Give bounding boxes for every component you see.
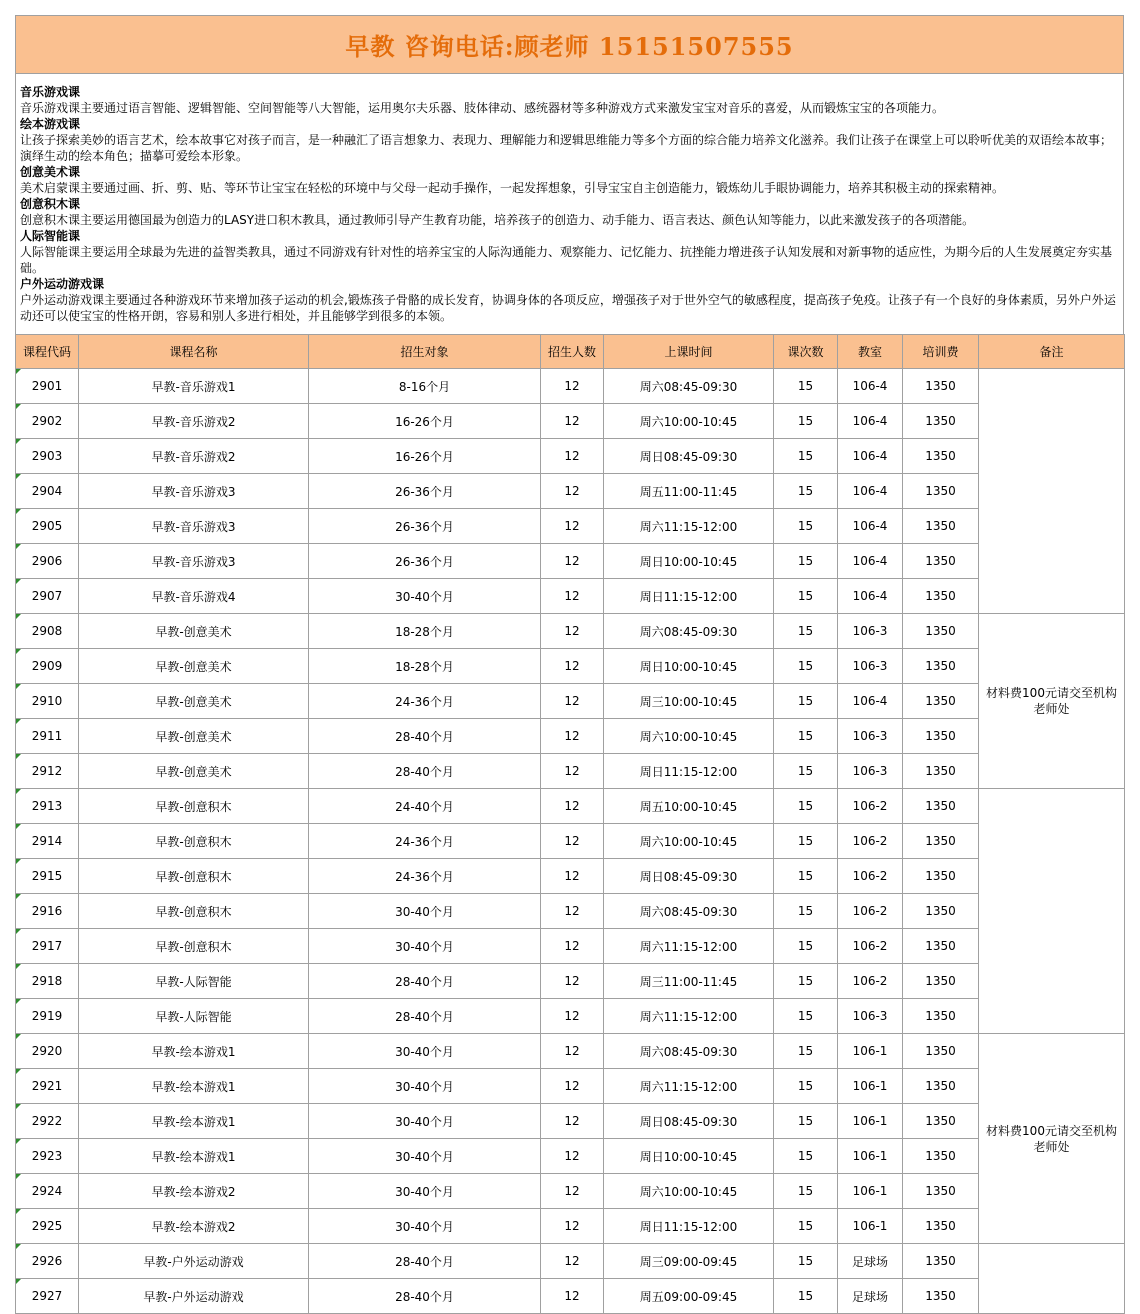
- table-cell[interactable]: 15: [774, 369, 838, 404]
- table-cell[interactable]: 周六10:00-10:45: [604, 719, 774, 754]
- table-cell[interactable]: 1350: [903, 964, 979, 999]
- section-text: 音乐游戏课主要通过语言智能、逻辑智能、空间智能等八大智能，运用奥尔夫乐器、肢体律动、感统器材等多种游戏方式来激发宝宝对音乐的喜爱，从而锻炼宝宝的各项能力。: [20, 101, 945, 115]
- table-cell[interactable]: 1350: [903, 614, 979, 649]
- table-cell[interactable]: 12: [541, 894, 604, 929]
- table-cell[interactable]: 106-2: [838, 789, 903, 824]
- table-cell[interactable]: 12: [541, 824, 604, 859]
- note-cell[interactable]: 材料费100元请交至机构老师处: [979, 1034, 1125, 1244]
- table-cell[interactable]: 106-4: [838, 544, 903, 579]
- table-cell[interactable]: 1350: [903, 719, 979, 754]
- table-cell[interactable]: 早教-创意积木: [79, 929, 309, 964]
- section-title: 创意积木课: [20, 197, 81, 211]
- table-row: [16, 369, 1125, 404]
- table-cell[interactable]: 2909: [16, 649, 79, 684]
- table-cell[interactable]: 28-40个月: [309, 999, 541, 1034]
- table-cell[interactable]: 15: [774, 1104, 838, 1139]
- table-cell[interactable]: 106-3: [838, 719, 903, 754]
- note-cell[interactable]: [979, 1244, 1125, 1314]
- table-cell[interactable]: 2919: [16, 999, 79, 1034]
- table-cell[interactable]: 周六08:45-09:30: [604, 1034, 774, 1069]
- table-cell[interactable]: 周三10:00-10:45: [604, 684, 774, 719]
- table-cell[interactable]: 106-2: [838, 929, 903, 964]
- table-cell[interactable]: 28-40个月: [309, 719, 541, 754]
- table-cell[interactable]: 28-40个月: [309, 1279, 541, 1314]
- table-cell[interactable]: 2923: [16, 1139, 79, 1174]
- table-row: [16, 1104, 1125, 1139]
- table-cell[interactable]: 2916: [16, 894, 79, 929]
- table-cell[interactable]: 1350: [903, 474, 979, 509]
- table-cell[interactable]: 106-3: [838, 614, 903, 649]
- table-cell[interactable]: 30-40个月: [309, 1034, 541, 1069]
- table-cell[interactable]: 106-1: [838, 1209, 903, 1244]
- section-text: 美术启蒙课主要通过画、折、剪、贴、等环节让宝宝在轻松的环境中与父母一起动手操作，一起发挥想象，引导宝宝自主创造能力，锻炼幼儿手眼协调能力，培养其积极主动的探索精神。: [20, 181, 1005, 195]
- table-cell[interactable]: 周日08:45-09:30: [604, 859, 774, 894]
- table-cell[interactable]: 周日11:15-12:00: [604, 754, 774, 789]
- table-cell[interactable]: 15: [774, 1139, 838, 1174]
- table-cell[interactable]: 15: [774, 754, 838, 789]
- table-cell[interactable]: 早教-音乐游戏3: [79, 474, 309, 509]
- section-text: 户外运动游戏课主要通过各种游戏环节来增加孩子运动的机会,锻炼孩子骨骼的成长发育，协调身体的各项反应，增强孩子对于世外空气的敏感程度，提高孩子免疫。让孩子有一个良好的身体素质，另外户外运动还可以使宝宝的性格开朗，容易和别人多进行相处，并且能够学到很多的本领。: [20, 293, 1116, 323]
- table-cell[interactable]: 12: [541, 859, 604, 894]
- table-cell[interactable]: 早教-音乐游戏2: [79, 439, 309, 474]
- table-cell[interactable]: 15: [774, 1244, 838, 1279]
- table-cell[interactable]: 周三11:00-11:45: [604, 964, 774, 999]
- table-cell[interactable]: 1350: [903, 509, 979, 544]
- table-cell[interactable]: 2902: [16, 404, 79, 439]
- table-cell[interactable]: 12: [541, 754, 604, 789]
- table-cell[interactable]: 2907: [16, 579, 79, 614]
- table-cell[interactable]: 16-26个月: [309, 439, 541, 474]
- table-row: [16, 649, 1125, 684]
- table-cell[interactable]: 12: [541, 1174, 604, 1209]
- table-cell[interactable]: 早教-创意美术: [79, 719, 309, 754]
- table-cell[interactable]: 早教-音乐游戏2: [79, 404, 309, 439]
- table-cell[interactable]: 早教-创意美术: [79, 614, 309, 649]
- table-row: [16, 1174, 1125, 1209]
- table-cell[interactable]: 早教-音乐游戏3: [79, 544, 309, 579]
- table-cell[interactable]: 12: [541, 1244, 604, 1279]
- table-cell[interactable]: 早教-创意美术: [79, 684, 309, 719]
- table-cell[interactable]: 早教-音乐游戏4: [79, 579, 309, 614]
- table-cell[interactable]: 15: [774, 824, 838, 859]
- table-cell[interactable]: 1350: [903, 859, 979, 894]
- table-row: [16, 509, 1125, 544]
- table-cell[interactable]: 周六10:00-10:45: [604, 824, 774, 859]
- table-cell[interactable]: 周五10:00-10:45: [604, 789, 774, 824]
- table-cell[interactable]: 12: [541, 474, 604, 509]
- table-cell[interactable]: 周日11:15-12:00: [604, 1209, 774, 1244]
- note-cell[interactable]: [979, 369, 1125, 614]
- table-cell[interactable]: 早教-人际智能: [79, 964, 309, 999]
- table-cell[interactable]: 15: [774, 509, 838, 544]
- table-row: [16, 894, 1125, 929]
- table-cell[interactable]: 24-36个月: [309, 684, 541, 719]
- table-cell[interactable]: 15: [774, 789, 838, 824]
- table-cell[interactable]: 28-40个月: [309, 964, 541, 999]
- table-cell[interactable]: 12: [541, 614, 604, 649]
- table-cell[interactable]: 周日10:00-10:45: [604, 1139, 774, 1174]
- table-cell[interactable]: 15: [774, 929, 838, 964]
- table-cell[interactable]: 106-4: [838, 509, 903, 544]
- table-cell[interactable]: 早教-创意积木: [79, 894, 309, 929]
- table-cell[interactable]: 1350: [903, 789, 979, 824]
- table-cell[interactable]: 周六08:45-09:30: [604, 369, 774, 404]
- table-cell[interactable]: 15: [774, 1279, 838, 1314]
- table-cell[interactable]: 周日08:45-09:30: [604, 439, 774, 474]
- table-cell[interactable]: 1350: [903, 1209, 979, 1244]
- table-row: [16, 789, 1125, 824]
- section-text: 让孩子探索美妙的语言艺术，绘本故事它对孩子而言，是一种融汇了语言想象力、表现力、理解能力和逻辑思维能力等多个方面的综合能力培养文化滋养。我们让孩子在课堂上可以聆听优美的双语绘本故事；演绎生动的绘本角色；描摹可爱绘本形象。: [20, 133, 1113, 163]
- table-cell[interactable]: 周三09:00-09:45: [604, 1244, 774, 1279]
- table-cell[interactable]: 早教-户外运动游戏: [79, 1244, 309, 1279]
- table-cell[interactable]: 30-40个月: [309, 894, 541, 929]
- table-row: [16, 1139, 1125, 1174]
- table-cell[interactable]: 早教-创意积木: [79, 789, 309, 824]
- table-cell[interactable]: 12: [541, 439, 604, 474]
- table-cell[interactable]: 15: [774, 404, 838, 439]
- column-header[interactable]: 招生人数: [541, 335, 604, 369]
- table-cell[interactable]: 周五11:00-11:45: [604, 474, 774, 509]
- table-cell[interactable]: 2922: [16, 1104, 79, 1139]
- table-cell[interactable]: 1350: [903, 1069, 979, 1104]
- section-title: 户外运动游戏课: [20, 277, 105, 291]
- table-cell[interactable]: 26-36个月: [309, 474, 541, 509]
- table-cell[interactable]: 周六11:15-12:00: [604, 999, 774, 1034]
- table-cell[interactable]: 早教-创意美术: [79, 649, 309, 684]
- table-cell[interactable]: 26-36个月: [309, 544, 541, 579]
- table-cell[interactable]: 18-28个月: [309, 649, 541, 684]
- table-row: [16, 1209, 1125, 1244]
- table-cell[interactable]: 15: [774, 649, 838, 684]
- table-cell[interactable]: 30-40个月: [309, 1174, 541, 1209]
- table-cell[interactable]: 周六08:45-09:30: [604, 894, 774, 929]
- table-cell[interactable]: 早教-绘本游戏1: [79, 1139, 309, 1174]
- table-cell[interactable]: 15: [774, 1034, 838, 1069]
- table-cell[interactable]: 12: [541, 1034, 604, 1069]
- table-cell[interactable]: 106-3: [838, 754, 903, 789]
- table-cell[interactable]: 12: [541, 719, 604, 754]
- table-cell[interactable]: 12: [541, 1139, 604, 1174]
- note-cell[interactable]: 材料费100元请交至机构老师处: [979, 614, 1125, 789]
- table-row: [16, 1034, 1125, 1069]
- table-cell[interactable]: 2905: [16, 509, 79, 544]
- table-row: [16, 754, 1125, 789]
- table-cell[interactable]: 周日11:15-12:00: [604, 579, 774, 614]
- table-cell[interactable]: 1350: [903, 1279, 979, 1314]
- table-cell[interactable]: 12: [541, 684, 604, 719]
- table-row: [16, 1279, 1125, 1314]
- table-cell[interactable]: 12: [541, 544, 604, 579]
- table-row: [16, 999, 1125, 1034]
- table-row: [16, 719, 1125, 754]
- schedule-table: [15, 334, 1125, 1314]
- table-cell[interactable]: 周六11:15-12:00: [604, 509, 774, 544]
- table-body: [16, 369, 1125, 1314]
- table-cell[interactable]: 1350: [903, 404, 979, 439]
- table-row: [16, 1069, 1125, 1104]
- table-cell[interactable]: 15: [774, 614, 838, 649]
- table-cell[interactable]: 106-1: [838, 1139, 903, 1174]
- table-cell[interactable]: 106-2: [838, 859, 903, 894]
- table-cell[interactable]: 15: [774, 719, 838, 754]
- table-row: [16, 929, 1125, 964]
- table-row: [16, 964, 1125, 999]
- column-header[interactable]: 招生对象: [309, 335, 541, 369]
- table-cell[interactable]: 28-40个月: [309, 754, 541, 789]
- table-cell[interactable]: 2913: [16, 789, 79, 824]
- table-cell[interactable]: 1350: [903, 579, 979, 614]
- table-header-row: [16, 335, 1125, 369]
- table-cell[interactable]: 足球场: [838, 1279, 903, 1314]
- column-header[interactable]: 课程代码: [16, 335, 79, 369]
- table-cell[interactable]: 周六11:15-12:00: [604, 929, 774, 964]
- table-cell[interactable]: 足球场: [838, 1244, 903, 1279]
- table-cell[interactable]: 8-16个月: [309, 369, 541, 404]
- table-cell[interactable]: 106-4: [838, 439, 903, 474]
- table-cell[interactable]: 早教-创意积木: [79, 824, 309, 859]
- table-cell[interactable]: 2915: [16, 859, 79, 894]
- table-cell[interactable]: 早教-创意积木: [79, 859, 309, 894]
- table-cell[interactable]: 早教-绘本游戏2: [79, 1174, 309, 1209]
- table-cell[interactable]: 早教-音乐游戏1: [79, 369, 309, 404]
- table-cell[interactable]: 28-40个月: [309, 1244, 541, 1279]
- table-cell[interactable]: 30-40个月: [309, 1209, 541, 1244]
- table-cell[interactable]: 1350: [903, 439, 979, 474]
- table-cell[interactable]: 12: [541, 404, 604, 439]
- table-cell[interactable]: 2917: [16, 929, 79, 964]
- table-cell[interactable]: 12: [541, 929, 604, 964]
- column-header[interactable]: 课次数: [774, 335, 838, 369]
- table-cell[interactable]: 1350: [903, 1174, 979, 1209]
- section-title: 人际智能课: [20, 229, 81, 243]
- table-cell[interactable]: 12: [541, 964, 604, 999]
- table-cell[interactable]: 1350: [903, 649, 979, 684]
- table-cell[interactable]: 早教-绘本游戏1: [79, 1034, 309, 1069]
- table-cell[interactable]: 15: [774, 1209, 838, 1244]
- table-cell[interactable]: 早教-户外运动游戏: [79, 1279, 309, 1314]
- table-cell[interactable]: 周五09:00-09:45: [604, 1279, 774, 1314]
- table-cell[interactable]: 周日10:00-10:45: [604, 649, 774, 684]
- table-row: [16, 439, 1125, 474]
- table-row: [16, 544, 1125, 579]
- section-text: 人际智能课主要运用全球最为先进的益智类教具，通过不同游戏有针对性的培养宝宝的人际沟通能力、观察能力、记忆能力、抗挫能力增进孩子认知发展和对新事物的适应性，为期今后的人生发展奠定夯实基础。: [20, 245, 1113, 275]
- page-title[interactable]: 早教 咨询电话:顾老师 15151507555: [15, 15, 1124, 74]
- table-cell[interactable]: 12: [541, 1069, 604, 1104]
- table-cell[interactable]: 106-3: [838, 999, 903, 1034]
- table-cell[interactable]: 1350: [903, 824, 979, 859]
- table-cell[interactable]: 2927: [16, 1279, 79, 1314]
- table-row: [16, 1244, 1125, 1279]
- table-cell[interactable]: 15: [774, 859, 838, 894]
- table-cell[interactable]: 周日10:00-10:45: [604, 544, 774, 579]
- table-cell[interactable]: 12: [541, 1279, 604, 1314]
- table-cell[interactable]: 2924: [16, 1174, 79, 1209]
- table-cell[interactable]: 106-4: [838, 684, 903, 719]
- table-cell[interactable]: 2904: [16, 474, 79, 509]
- table-cell[interactable]: 12: [541, 999, 604, 1034]
- table-row: [16, 824, 1125, 859]
- table-cell[interactable]: 2903: [16, 439, 79, 474]
- table-cell[interactable]: 106-2: [838, 964, 903, 999]
- table-cell[interactable]: 15: [774, 964, 838, 999]
- table-cell[interactable]: 15: [774, 439, 838, 474]
- table-cell[interactable]: 106-1: [838, 1034, 903, 1069]
- table-cell[interactable]: 周六11:15-12:00: [604, 1069, 774, 1104]
- table-cell[interactable]: 12: [541, 789, 604, 824]
- table-cell[interactable]: 1350: [903, 929, 979, 964]
- table-cell[interactable]: 2921: [16, 1069, 79, 1104]
- table-cell[interactable]: 周日08:45-09:30: [604, 1104, 774, 1139]
- table-cell[interactable]: 24-36个月: [309, 859, 541, 894]
- table-row: [16, 614, 1125, 649]
- table-cell[interactable]: 2901: [16, 369, 79, 404]
- table-cell[interactable]: 106-3: [838, 649, 903, 684]
- column-header[interactable]: 课程名称: [79, 335, 309, 369]
- table-cell[interactable]: 周六10:00-10:45: [604, 404, 774, 439]
- table-cell[interactable]: 1350: [903, 1034, 979, 1069]
- spreadsheet: [15, 15, 1124, 1314]
- table-cell[interactable]: 26-36个月: [309, 509, 541, 544]
- table-cell[interactable]: 106-1: [838, 1069, 903, 1104]
- table-cell[interactable]: 15: [774, 474, 838, 509]
- table-cell[interactable]: 106-4: [838, 579, 903, 614]
- table-cell[interactable]: 2908: [16, 614, 79, 649]
- table-cell[interactable]: 15: [774, 894, 838, 929]
- table-cell[interactable]: 106-1: [838, 1174, 903, 1209]
- table-cell[interactable]: 周六08:45-09:30: [604, 614, 774, 649]
- note-cell[interactable]: [979, 789, 1125, 1034]
- table-cell[interactable]: 15: [774, 1069, 838, 1104]
- table-cell[interactable]: 2911: [16, 719, 79, 754]
- table-cell[interactable]: 106-2: [838, 894, 903, 929]
- column-header[interactable]: 备注: [979, 335, 1125, 369]
- table-cell[interactable]: 106-2: [838, 824, 903, 859]
- table-cell[interactable]: 早教-音乐游戏3: [79, 509, 309, 544]
- table-cell[interactable]: 1350: [903, 369, 979, 404]
- table-cell[interactable]: 周六10:00-10:45: [604, 1174, 774, 1209]
- table-cell[interactable]: 12: [541, 509, 604, 544]
- course-descriptions[interactable]: [15, 74, 1124, 334]
- table-cell[interactable]: 早教-人际智能: [79, 999, 309, 1034]
- table-cell[interactable]: 106-4: [838, 369, 903, 404]
- table-cell[interactable]: 12: [541, 649, 604, 684]
- table-cell[interactable]: 1350: [903, 754, 979, 789]
- column-header[interactable]: 教室: [838, 335, 903, 369]
- table-cell[interactable]: 1350: [903, 1139, 979, 1174]
- column-header[interactable]: 培训费: [903, 335, 979, 369]
- table-cell[interactable]: 2914: [16, 824, 79, 859]
- table-cell[interactable]: 12: [541, 1209, 604, 1244]
- table-cell[interactable]: 2918: [16, 964, 79, 999]
- table-cell[interactable]: 15: [774, 999, 838, 1034]
- section-title: 绘本游戏课: [20, 117, 81, 131]
- table-cell[interactable]: 12: [541, 579, 604, 614]
- table-cell[interactable]: 30-40个月: [309, 1104, 541, 1139]
- table-cell[interactable]: 30-40个月: [309, 579, 541, 614]
- table-cell[interactable]: 1350: [903, 999, 979, 1034]
- table-cell[interactable]: 106-4: [838, 404, 903, 439]
- table-row: [16, 404, 1125, 439]
- table-cell[interactable]: 15: [774, 544, 838, 579]
- table-cell[interactable]: 早教-绘本游戏1: [79, 1104, 309, 1139]
- table-row: [16, 579, 1125, 614]
- table-cell[interactable]: 2906: [16, 544, 79, 579]
- table-cell[interactable]: 30-40个月: [309, 1139, 541, 1174]
- table-row: [16, 474, 1125, 509]
- table-cell[interactable]: 2912: [16, 754, 79, 789]
- table-cell[interactable]: 1350: [903, 894, 979, 929]
- table-cell[interactable]: 2920: [16, 1034, 79, 1069]
- table-row: [16, 859, 1125, 894]
- table-cell[interactable]: 15: [774, 579, 838, 614]
- section-title: 创意美术课: [20, 165, 81, 179]
- table-row: [16, 684, 1125, 719]
- table-cell[interactable]: 16-26个月: [309, 404, 541, 439]
- table-cell[interactable]: 24-36个月: [309, 824, 541, 859]
- table-cell[interactable]: 早教-绘本游戏2: [79, 1209, 309, 1244]
- table-cell[interactable]: 24-40个月: [309, 789, 541, 824]
- table-cell[interactable]: 1350: [903, 1104, 979, 1139]
- table-cell[interactable]: 12: [541, 1104, 604, 1139]
- table-cell[interactable]: 18-28个月: [309, 614, 541, 649]
- table-cell[interactable]: 106-1: [838, 1104, 903, 1139]
- column-header[interactable]: 上课时间: [604, 335, 774, 369]
- table-cell[interactable]: 2925: [16, 1209, 79, 1244]
- table-cell[interactable]: 30-40个月: [309, 1069, 541, 1104]
- table-cell[interactable]: 12: [541, 369, 604, 404]
- table-cell[interactable]: 30-40个月: [309, 929, 541, 964]
- table-cell[interactable]: 106-4: [838, 474, 903, 509]
- section-title: 音乐游戏课: [20, 85, 81, 99]
- section-text: 创意积木课主要运用德国最为创造力的LASY进口积木教具，通过教师引导产生教育功能，培养孩子的创造力、动手能力、语言表达、颜色认知等能力，以此来激发孩子的各项潜能。: [20, 213, 975, 227]
- table-cell[interactable]: 早教-绘本游戏1: [79, 1069, 309, 1104]
- table-cell[interactable]: 15: [774, 1174, 838, 1209]
- table-cell[interactable]: 1350: [903, 544, 979, 579]
- table-cell[interactable]: 2910: [16, 684, 79, 719]
- table-cell[interactable]: 15: [774, 684, 838, 719]
- table-cell[interactable]: 1350: [903, 1244, 979, 1279]
- table-cell[interactable]: 1350: [903, 684, 979, 719]
- table-cell[interactable]: 早教-创意美术: [79, 754, 309, 789]
- table-cell[interactable]: 2926: [16, 1244, 79, 1279]
